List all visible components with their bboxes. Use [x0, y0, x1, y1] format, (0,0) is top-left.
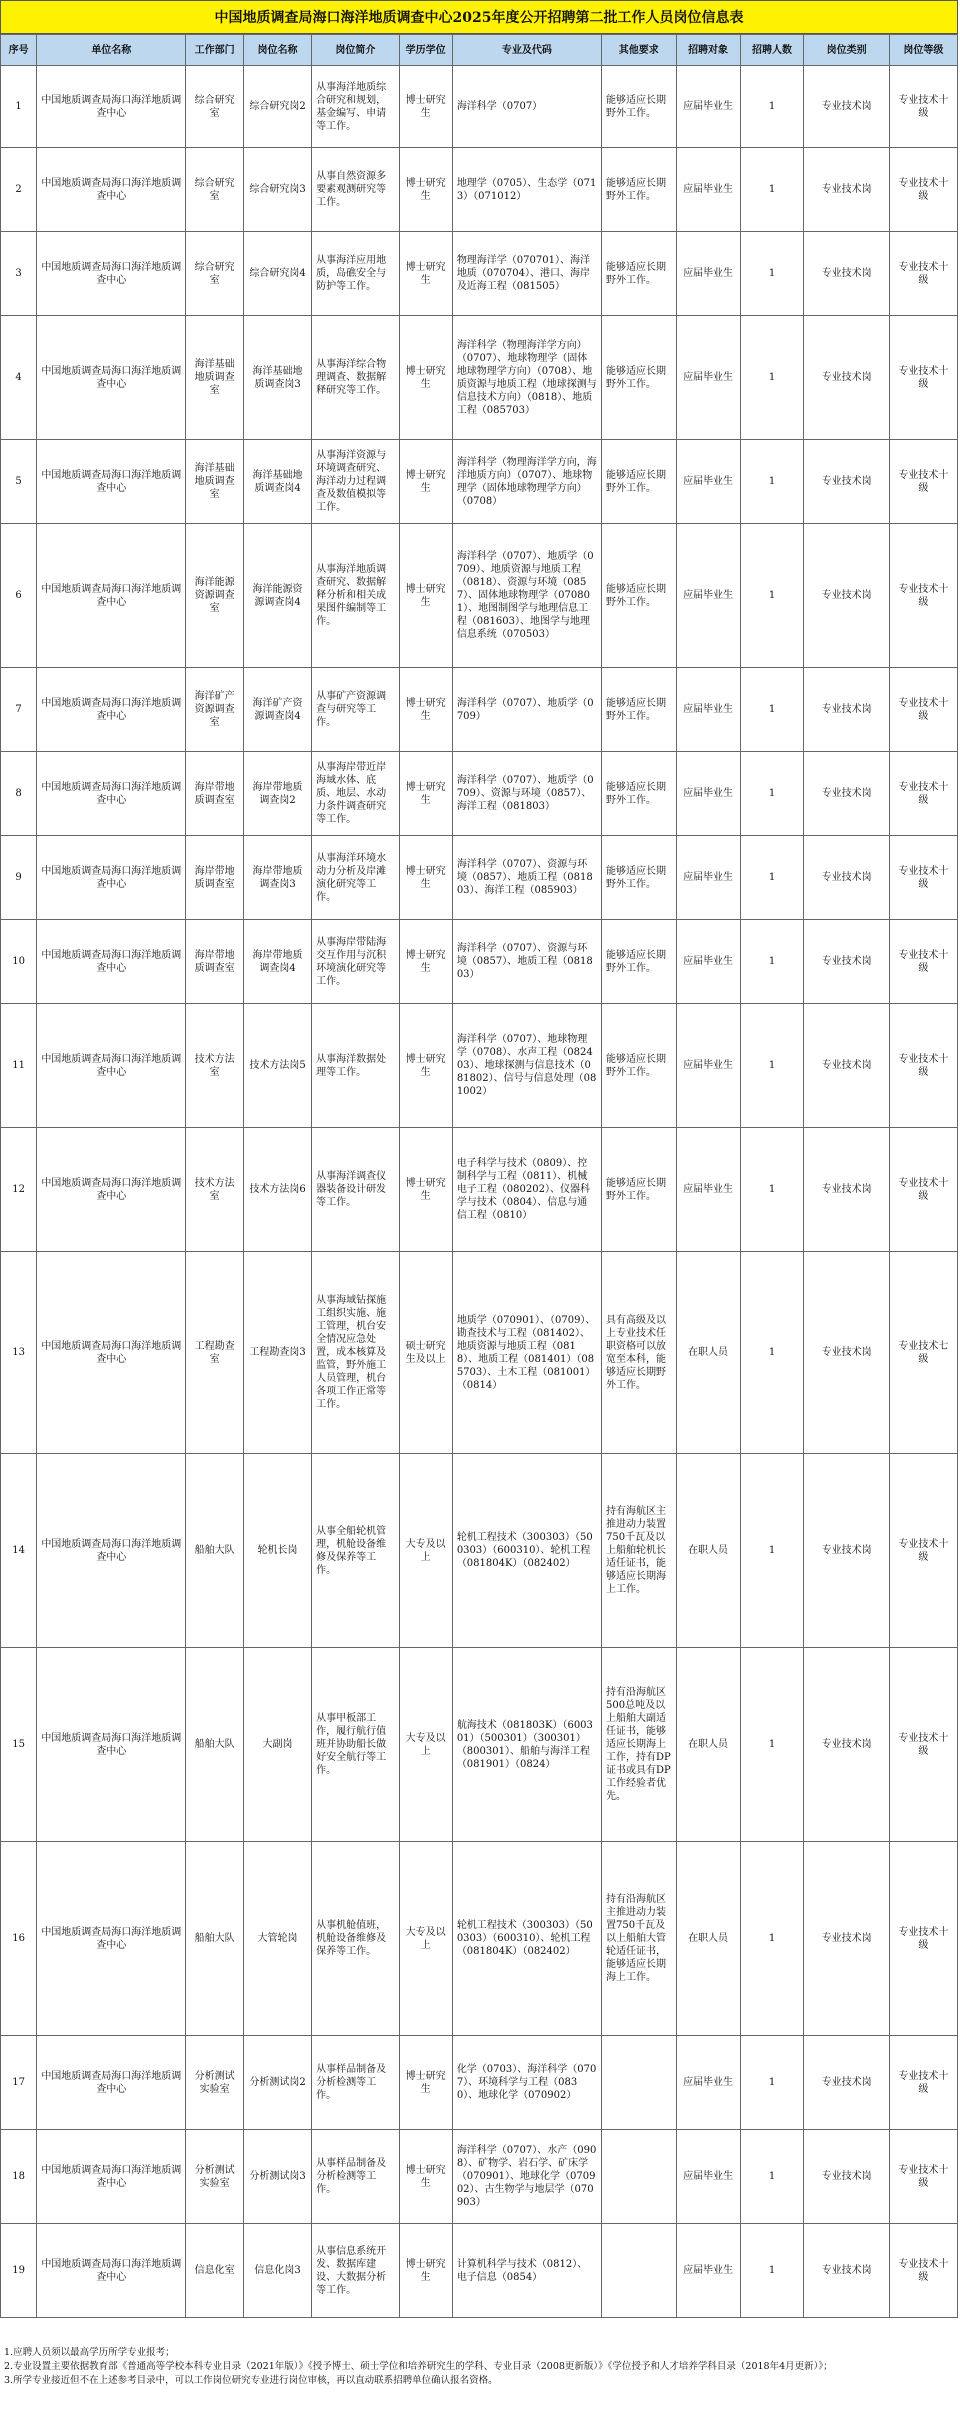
cell-target: 应届毕业生: [676, 668, 740, 752]
cell-post: 海洋基础地质调查岗4: [243, 440, 311, 524]
cell-target: 应届毕业生: [676, 1128, 740, 1252]
cell-post: 海洋能源资源调查岗4: [243, 524, 311, 668]
cell-other: [602, 2224, 677, 2318]
cell-num: 1: [740, 1648, 804, 1842]
cell-no: 1: [1, 66, 37, 148]
cell-edu: 博士研究生: [399, 148, 452, 232]
cell-category: 专业技术岗: [804, 1004, 889, 1128]
cell-intro: 从事海岸带陆海交互作用与沉积环境演化研究等工作。: [312, 920, 399, 1004]
cell-edu: 博士研究生: [399, 920, 452, 1004]
cell-category: 专业技术岗: [804, 148, 889, 232]
cell-other: 能够适应长期野外工作。: [602, 524, 677, 668]
cell-no: 13: [1, 1252, 37, 1454]
table-row: [1, 1454, 958, 1648]
cell-level: 专业技术十级: [889, 66, 957, 148]
cell-other: 能够适应长期野外工作。: [602, 668, 677, 752]
cell-major: 航海技术（081803K）（600301）（500301）（300301）（800301）、船舶与海洋工程（081901）（0824）: [452, 1648, 601, 1842]
cell-no: 8: [1, 752, 37, 836]
cell-edu: 大专及以上: [399, 1842, 452, 2036]
cell-post: 分析测试岗3: [243, 2130, 311, 2224]
cell-unit: 中国地质调查局海口海洋地质调查中心: [37, 1252, 186, 1454]
cell-level: 专业技术十级: [889, 752, 957, 836]
cell-target: 在职人员: [676, 1454, 740, 1648]
cell-major: 海洋科学（0707）、资源与环境（0857）、地质工程（081803）、海洋工程（085903）: [452, 836, 601, 920]
cell-num: 1: [740, 148, 804, 232]
cell-no: 11: [1, 1004, 37, 1128]
cell-major: 地质学（070901）、（0709）、勘查技术与工程（081402）、地质资源与地质工程（0818）、地质工程（081401）（085703）、土木工程（081001）（0814）: [452, 1252, 601, 1454]
cell-post: 技术方法岗5: [243, 1004, 311, 1128]
cell-intro: 从事海洋地质综合研究和规划，基金编写、申请等工作。: [312, 66, 399, 148]
cell-level: 专业技术十级: [889, 836, 957, 920]
cell-other: 持有沿海航区500总吨及以上船舶大副适任证书，能够适应长期海上工作，持有DP证书或具有DP工作经验者优先。: [602, 1648, 677, 1842]
cell-other: 具有高级及以上专业技术任职资格可以放宽至本科，能够适应长期野外工作。: [602, 1252, 677, 1454]
cell-unit: 中国地质调查局海口海洋地质调查中心: [37, 1842, 186, 2036]
cell-dept: 信息化室: [186, 2224, 244, 2318]
table-row: [1, 2224, 958, 2318]
cell-target: 应届毕业生: [676, 66, 740, 148]
cell-num: 1: [740, 2130, 804, 2224]
cell-unit: 中国地质调查局海口海洋地质调查中心: [37, 316, 186, 440]
header-other: 其他要求: [602, 35, 677, 66]
cell-intro: 从事样品制备及分析检测等工作。: [312, 2036, 399, 2130]
cell-dept: 技术方法室: [186, 1128, 244, 1252]
table-row: [1, 2036, 958, 2130]
cell-unit: 中国地质调查局海口海洋地质调查中心: [37, 1128, 186, 1252]
cell-other: 能够适应长期野外工作。: [602, 920, 677, 1004]
cell-post: 大管轮岗: [243, 1842, 311, 2036]
cell-num: 1: [740, 920, 804, 1004]
cell-num: 1: [740, 1128, 804, 1252]
cell-level: 专业技术十级: [889, 2036, 957, 2130]
cell-post: 海岸带地质调查岗3: [243, 836, 311, 920]
cell-edu: 博士研究生: [399, 66, 452, 148]
cell-unit: 中国地质调查局海口海洋地质调查中心: [37, 2036, 186, 2130]
cell-intro: 从事海域钻探施工组织实施、施工管理，机台安全情况应急处置，成本核算及监管，野外施工人员管理，机台各项工作正常等工作。: [312, 1252, 399, 1454]
cell-major: 化学（0703）、海洋科学（0707）、环境科学与工程（0830）、地球化学（070902）: [452, 2036, 601, 2130]
cell-intro: 从事全船轮机管理，机舱设备维修及保养等工作。: [312, 1454, 399, 1648]
table-row: [1, 752, 958, 836]
cell-intro: 从事海洋应用地质，岛礁安全与防护等工作。: [312, 232, 399, 316]
cell-dept: 海岸带地质调查室: [186, 836, 244, 920]
cell-post: 海洋矿产资源调查岗4: [243, 668, 311, 752]
table-header-row: [1, 35, 958, 66]
cell-target: 在职人员: [676, 1252, 740, 1454]
cell-target: 应届毕业生: [676, 920, 740, 1004]
cell-major: 轮机工程技术（300303）（500303）（600310）、轮机工程（081804K）（082402）: [452, 1454, 601, 1648]
cell-unit: 中国地质调查局海口海洋地质调查中心: [37, 752, 186, 836]
cell-no: 14: [1, 1454, 37, 1648]
cell-num: 1: [740, 66, 804, 148]
cell-edu: 博士研究生: [399, 836, 452, 920]
cell-post: 综合研究岗2: [243, 66, 311, 148]
cell-num: 1: [740, 752, 804, 836]
cell-other: 能够适应长期野外工作。: [602, 836, 677, 920]
cell-no: 9: [1, 836, 37, 920]
cell-post: 轮机长岗: [243, 1454, 311, 1648]
cell-target: 应届毕业生: [676, 2224, 740, 2318]
cell-category: 专业技术岗: [804, 66, 889, 148]
cell-major: 计算机科学与技术（0812）、电子信息（0854）: [452, 2224, 601, 2318]
cell-post: 大副岗: [243, 1648, 311, 1842]
cell-dept: 分析测试实验室: [186, 2130, 244, 2224]
cell-level: 专业技术十级: [889, 1004, 957, 1128]
cell-num: 1: [740, 316, 804, 440]
header-no: 序号: [1, 35, 37, 66]
cell-edu: 博士研究生: [399, 524, 452, 668]
cell-target: 应届毕业生: [676, 232, 740, 316]
cell-other: [602, 2036, 677, 2130]
cell-major: 海洋科学（0707）、地质学（0709）、地质资源与地质工程（0818）、资源与环境（0857）、固体地球物理学（070801）、地图制图学与地理信息工程（081603）、地图学与地理信息系统（070503）: [452, 524, 601, 668]
cell-level: 专业技术十级: [889, 148, 957, 232]
cell-unit: 中国地质调查局海口海洋地质调查中心: [37, 440, 186, 524]
cell-target: 应届毕业生: [676, 148, 740, 232]
page-title: 中国地质调查局海口海洋地质调查中心2025年度公开招聘第二批工作人员岗位信息表: [0, 0, 958, 34]
cell-unit: 中国地质调查局海口海洋地质调查中心: [37, 920, 186, 1004]
cell-dept: 海岸带地质调查室: [186, 920, 244, 1004]
cell-category: 专业技术岗: [804, 1842, 889, 2036]
cell-other: 持有海航区主推进动力装置750千瓦及以上船舶轮机长适任证书，能够适应长期海上工作。: [602, 1454, 677, 1648]
cell-dept: 海岸带地质调查室: [186, 752, 244, 836]
cell-edu: 大专及以上: [399, 1454, 452, 1648]
cell-no: 15: [1, 1648, 37, 1842]
cell-dept: 综合研究室: [186, 148, 244, 232]
cell-other: 能够适应长期野外工作。: [602, 148, 677, 232]
cell-unit: 中国地质调查局海口海洋地质调查中心: [37, 2224, 186, 2318]
cell-no: 16: [1, 1842, 37, 2036]
cell-num: 1: [740, 1842, 804, 2036]
table-row: [1, 1648, 958, 1842]
cell-intro: 从事海洋资源与环境调查研究、海洋动力过程调查及数值模拟等工作。: [312, 440, 399, 524]
cell-other: [602, 2130, 677, 2224]
table-row: [1, 440, 958, 524]
cell-category: 专业技术岗: [804, 1252, 889, 1454]
cell-target: 应届毕业生: [676, 440, 740, 524]
cell-major: 电子科学与技术（0809）、控制科学与工程（0811）、机械电子工程（080202）、仪器科学与技术（0804）、信息与通信工程（0810）: [452, 1128, 601, 1252]
footnote: 3.所学专业接近但不在上述参考目录中，可以工作岗位研究专业进行岗位审核，再以直动联系招聘单位确认报名资格。: [4, 2375, 498, 2386]
cell-level: 专业技术十级: [889, 1128, 957, 1252]
cell-intro: 从事矿产资源调查与研究等工作。: [312, 668, 399, 752]
cell-post: 海岸带地质调查岗2: [243, 752, 311, 836]
header-major: 专业及代码: [452, 35, 601, 66]
cell-intro: 从事海洋调查仪器装备设计研发等工作。: [312, 1128, 399, 1252]
table-row: [1, 1004, 958, 1128]
cell-dept: 海洋矿产资源调查室: [186, 668, 244, 752]
cell-num: 1: [740, 2224, 804, 2318]
cell-post: 技术方法岗6: [243, 1128, 311, 1252]
cell-category: 专业技术岗: [804, 1454, 889, 1648]
cell-dept: 船舶大队: [186, 1454, 244, 1648]
cell-post: 工程勘查岗3: [243, 1252, 311, 1454]
cell-other: 能够适应长期野外工作。: [602, 232, 677, 316]
cell-level: 专业技术十级: [889, 920, 957, 1004]
cell-target: 在职人员: [676, 1648, 740, 1842]
cell-intro: 从事自然资源多要素观测研究等工作。: [312, 148, 399, 232]
cell-num: 1: [740, 1004, 804, 1128]
cell-major: 海洋科学（0707）、水产（0908）、矿物学、岩石学、矿床学（070901）、地球化学（070902）、古生物学与地层学（070903）: [452, 2130, 601, 2224]
table-row: [1, 2130, 958, 2224]
cell-edu: 博士研究生: [399, 1004, 452, 1128]
cell-no: 12: [1, 1128, 37, 1252]
cell-dept: 海洋能源资源调查室: [186, 524, 244, 668]
cell-level: 专业技术十级: [889, 668, 957, 752]
cell-dept: 技术方法室: [186, 1004, 244, 1128]
cell-target: 应届毕业生: [676, 836, 740, 920]
cell-major: 地理学（0705）、生态学（0713）（071012）: [452, 148, 601, 232]
cell-category: 专业技术岗: [804, 524, 889, 668]
cell-post: 信息化岗3: [243, 2224, 311, 2318]
cell-post: 综合研究岗3: [243, 148, 311, 232]
cell-dept: 综合研究室: [186, 232, 244, 316]
cell-category: 专业技术岗: [804, 316, 889, 440]
cell-level: 专业技术十级: [889, 2224, 957, 2318]
cell-category: 专业技术岗: [804, 2130, 889, 2224]
cell-category: 专业技术岗: [804, 668, 889, 752]
cell-unit: 中国地质调查局海口海洋地质调查中心: [37, 2130, 186, 2224]
cell-dept: 综合研究室: [186, 66, 244, 148]
header-level: 岗位等级: [889, 35, 957, 66]
cell-intro: 从事海岸带近岸海域水体、底质、地层、水动力条件调查研究等工作。: [312, 752, 399, 836]
cell-other: 能够适应长期野外工作。: [602, 752, 677, 836]
cell-major: 海洋科学（0707）、地球物理学（0708）、水声工程（082403）、地球探测与信息技术（081802）、信号与信息处理（081002）: [452, 1004, 601, 1128]
cell-major: 海洋科学（物理海洋学方向，海洋地质方向）（0707）、地球物理学（固体地球物理学方向）（0708）: [452, 440, 601, 524]
cell-category: 专业技术岗: [804, 2224, 889, 2318]
cell-level: 专业技术十级: [889, 440, 957, 524]
table-row: [1, 920, 958, 1004]
cell-category: 专业技术岗: [804, 232, 889, 316]
cell-major: 物理海洋学（070701）、海洋地质（070704）、港口、海岸及近海工程（081505）: [452, 232, 601, 316]
table-row: [1, 1252, 958, 1454]
cell-edu: 大专及以上: [399, 1648, 452, 1842]
cell-other: 能够适应长期野外工作。: [602, 316, 677, 440]
cell-no: 19: [1, 2224, 37, 2318]
cell-category: 专业技术岗: [804, 752, 889, 836]
cell-target: 应届毕业生: [676, 2036, 740, 2130]
cell-dept: 分析测试实验室: [186, 2036, 244, 2130]
cell-dept: 海洋基础地质调查室: [186, 316, 244, 440]
header-target: 招聘对象: [676, 35, 740, 66]
cell-intro: 从事机舱值班，机舱设备维修及保养等工作。: [312, 1842, 399, 2036]
cell-category: 专业技术岗: [804, 2036, 889, 2130]
cell-target: 应届毕业生: [676, 316, 740, 440]
footnote: 1.应聘人员须以最高学历所学专业报考；: [4, 2347, 175, 2358]
cell-level: 专业技术十级: [889, 232, 957, 316]
table-row: [1, 148, 958, 232]
cell-unit: 中国地质调查局海口海洋地质调查中心: [37, 1648, 186, 1842]
cell-dept: 工程勘查室: [186, 1252, 244, 1454]
cell-unit: 中国地质调查局海口海洋地质调查中心: [37, 232, 186, 316]
header-category: 岗位类别: [804, 35, 889, 66]
cell-no: 5: [1, 440, 37, 524]
table-row: [1, 668, 958, 752]
cell-major: 海洋科学（0707）: [452, 66, 601, 148]
cell-intro: 从事样品制备及分析检测等工作。: [312, 2130, 399, 2224]
cell-category: 专业技术岗: [804, 920, 889, 1004]
cell-no: 6: [1, 524, 37, 668]
cell-major: 海洋科学（0707）、资源与环境（0857）、地质工程（081803）: [452, 920, 601, 1004]
cell-other: 能够适应长期野外工作。: [602, 440, 677, 524]
cell-level: 专业技术十级: [889, 1648, 957, 1842]
cell-edu: 博士研究生: [399, 440, 452, 524]
cell-intro: 从事海洋地质调查研究、数据解释分析和相关成果图件编制等工作。: [312, 524, 399, 668]
cell-edu: 博士研究生: [399, 752, 452, 836]
table-row: [1, 316, 958, 440]
table-row: [1, 1128, 958, 1252]
footnote: 2.专业设置主要依据教育部《普通高等学校本科专业目录（2021年版）》《授予博士、硕士学位和培养研究生的学科、专业目录（2008更新版）》《学位授予和人才培养学科目录（2018年4月更新）》；: [4, 2361, 833, 2372]
cell-intro: 从事信息系统开发、数据库建设、大数据分析等工作。: [312, 2224, 399, 2318]
cell-level: 专业技术十级: [889, 316, 957, 440]
cell-other: 能够适应长期野外工作。: [602, 1004, 677, 1128]
cell-unit: 中国地质调查局海口海洋地质调查中心: [37, 524, 186, 668]
cell-dept: 船舶大队: [186, 1648, 244, 1842]
cell-category: 专业技术岗: [804, 836, 889, 920]
cell-target: 应届毕业生: [676, 2130, 740, 2224]
cell-major: 海洋科学（物理海洋学方向）（0707）、地球物理学（固体地球物理学方向）（0708）、地质资源与地质工程（地球探测与信息技术方向）（0818）、地质工程（085703）: [452, 316, 601, 440]
cell-edu: 博士研究生: [399, 316, 452, 440]
header-post: 岗位名称: [243, 35, 311, 66]
table-row: [1, 1842, 958, 2036]
cell-no: 17: [1, 2036, 37, 2130]
table-row: [1, 836, 958, 920]
cell-edu: 博士研究生: [399, 232, 452, 316]
table-row: [1, 66, 958, 148]
cell-edu: 硕士研究生及以上: [399, 1252, 452, 1454]
cell-unit: 中国地质调查局海口海洋地质调查中心: [37, 836, 186, 920]
cell-num: 1: [740, 836, 804, 920]
cell-other: 持有沿海航区主推进动力装置750千瓦及以上船舶大管轮适任证书，能够适应长期海上工作。: [602, 1842, 677, 2036]
cell-edu: 博士研究生: [399, 2036, 452, 2130]
header-intro: 岗位简介: [312, 35, 399, 66]
cell-num: 1: [740, 1252, 804, 1454]
cell-other: 能够适应长期野外工作。: [602, 66, 677, 148]
cell-edu: 博士研究生: [399, 668, 452, 752]
cell-dept: 海洋基础地质调查室: [186, 440, 244, 524]
cell-num: 1: [740, 440, 804, 524]
cell-edu: 博士研究生: [399, 1128, 452, 1252]
footnotes: [4, 2346, 954, 2388]
cell-num: 1: [740, 2036, 804, 2130]
cell-post: 综合研究岗4: [243, 232, 311, 316]
header-num: 招聘人数: [740, 35, 804, 66]
cell-category: 专业技术岗: [804, 1128, 889, 1252]
header-edu: 学历学位: [399, 35, 452, 66]
cell-level: 专业技术十级: [889, 2130, 957, 2224]
cell-unit: 中国地质调查局海口海洋地质调查中心: [37, 668, 186, 752]
cell-no: 2: [1, 148, 37, 232]
cell-target: 在职人员: [676, 1842, 740, 2036]
cell-num: 1: [740, 668, 804, 752]
cell-num: 1: [740, 1454, 804, 1648]
cell-no: 4: [1, 316, 37, 440]
cell-category: 专业技术岗: [804, 1648, 889, 1842]
cell-post: 海岸带地质调查岗4: [243, 920, 311, 1004]
cell-major: 轮机工程技术（300303）（500303）（600310）、轮机工程（081804K）（082402）: [452, 1842, 601, 2036]
cell-post: 海洋基础地质调查岗3: [243, 316, 311, 440]
cell-level: 专业技术十级: [889, 1842, 957, 2036]
cell-num: 1: [740, 232, 804, 316]
cell-unit: 中国地质调查局海口海洋地质调查中心: [37, 1454, 186, 1648]
cell-intro: 从事海洋环境水动力分析及岸滩演化研究等工作。: [312, 836, 399, 920]
cell-unit: 中国地质调查局海口海洋地质调查中心: [37, 66, 186, 148]
header-unit: 单位名称: [37, 35, 186, 66]
cell-level: 专业技术十级: [889, 1454, 957, 1648]
cell-intro: 从事甲板部工作，履行航行值班并协助船长做好安全航行等工作。: [312, 1648, 399, 1842]
cell-num: 1: [740, 524, 804, 668]
cell-unit: 中国地质调查局海口海洋地质调查中心: [37, 1004, 186, 1128]
table-row: [1, 524, 958, 668]
cell-other: 能够适应长期野外工作。: [602, 1128, 677, 1252]
cell-target: 应届毕业生: [676, 1004, 740, 1128]
header-dept: 工作部门: [186, 35, 244, 66]
cell-no: 7: [1, 668, 37, 752]
cell-target: 应届毕业生: [676, 752, 740, 836]
cell-edu: 博士研究生: [399, 2130, 452, 2224]
cell-level: 专业技术十级: [889, 524, 957, 668]
cell-major: 海洋科学（0707）、地质学（0709）、资源与环境（0857）、海洋工程（081803）: [452, 752, 601, 836]
cell-unit: 中国地质调查局海口海洋地质调查中心: [37, 148, 186, 232]
positions-table: [0, 34, 958, 2318]
cell-intro: 从事海洋数据处理等工作。: [312, 1004, 399, 1128]
cell-dept: 船舶大队: [186, 1842, 244, 2036]
cell-intro: 从事海洋综合物理调查、数据解释研究等工作。: [312, 316, 399, 440]
cell-no: 3: [1, 232, 37, 316]
cell-no: 10: [1, 920, 37, 1004]
cell-edu: 博士研究生: [399, 2224, 452, 2318]
cell-post: 分析测试岗2: [243, 2036, 311, 2130]
cell-target: 应届毕业生: [676, 524, 740, 668]
cell-category: 专业技术岗: [804, 440, 889, 524]
table-row: [1, 232, 958, 316]
cell-no: 18: [1, 2130, 37, 2224]
cell-major: 海洋科学（0707）、地质学（0709）: [452, 668, 601, 752]
cell-level: 专业技术七级: [889, 1252, 957, 1454]
